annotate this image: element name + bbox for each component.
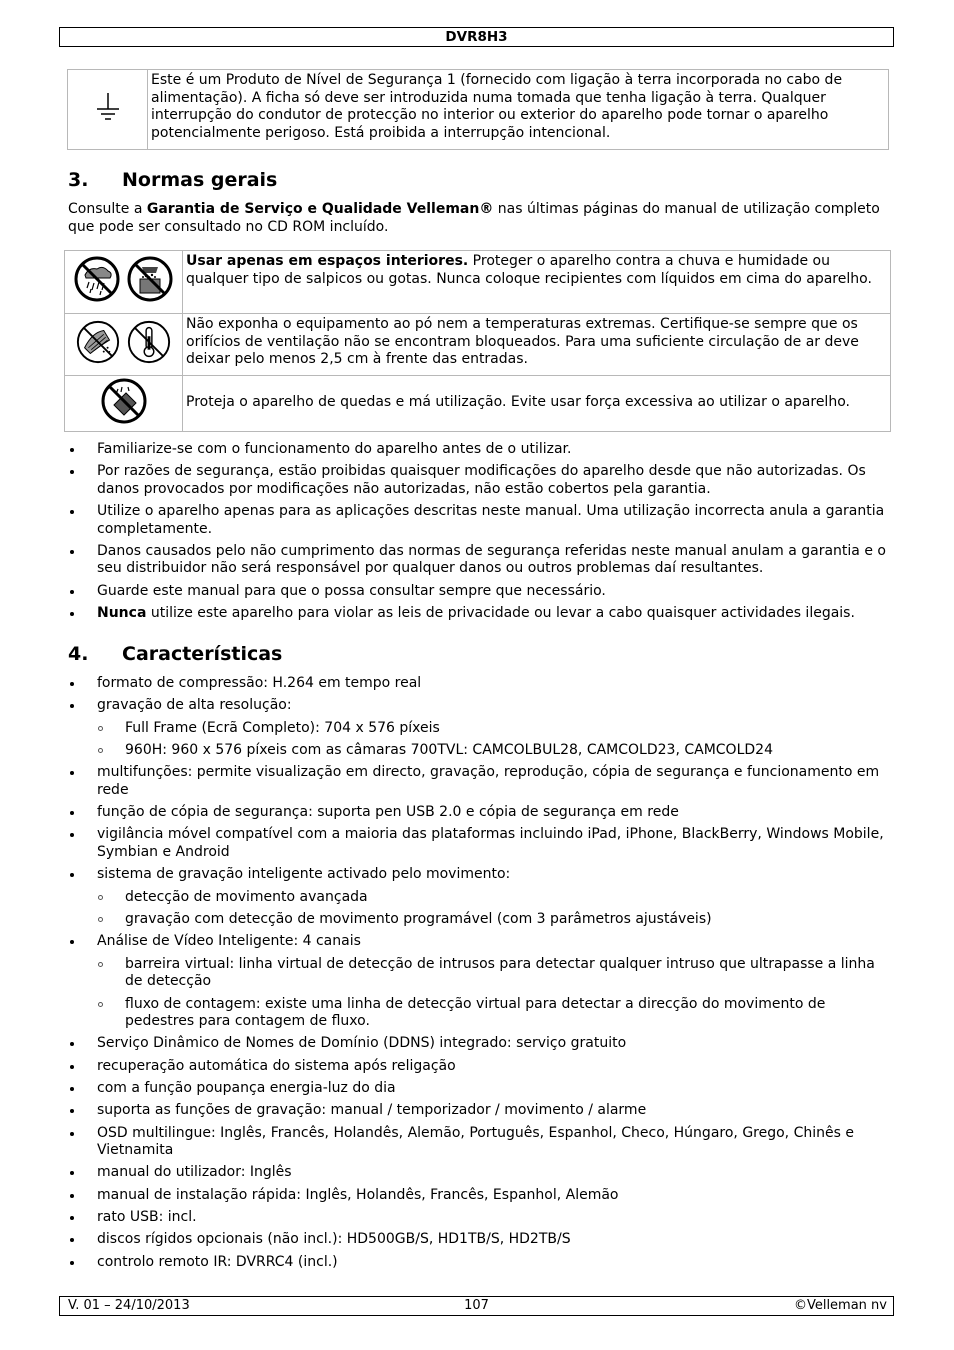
sub-list-item: detecção de movimento avançada <box>97 889 890 907</box>
ground-icon <box>88 87 128 127</box>
copyright: ©Velleman nv <box>793 1298 887 1313</box>
list-item: Por razões de segurança, estão proibidas quaisquer modificações do aparelho desde que não autorizadas. Os danos provocados por modificações não autorizadas, não estão cobertos pela garantia. <box>68 463 890 498</box>
sub-list <box>97 720 890 760</box>
rule-row <box>65 314 891 376</box>
list-item: Utilize o aparelho apenas para as aplicações descritas neste manual. Uma utilização incorrecta anula a garantia completamente. <box>68 503 890 538</box>
rule-row <box>65 376 891 432</box>
list-item: manual do utilizador: Inglês <box>68 1164 890 1182</box>
list-item: OSD multilingue: Inglês, Francês, Holandês, Alemão, Português, Espanhol, Checo, Húngaro, Grego, Chinês e Vietnamita <box>68 1125 890 1160</box>
rule-text: Proteger o aparelho contra a chuva e humidade ou qualquer tipo de salpicos ou gotas. Nunca coloque recipientes com líquidos em cima do aparelho. <box>186 253 872 287</box>
rain-prohibited-icon <box>73 255 121 303</box>
temperature-prohibited-icon <box>126 319 172 365</box>
sub-list-item: barreira virtual: linha virtual de detecção de intrusos para detectar qualquer intruso que ultrapasse a linha de detecção <box>97 956 890 991</box>
section-3-bullets <box>68 441 890 627</box>
list-item: Danos causados pelo não cumprimento das normas de segurança referidas neste manual anulam a garantia e o seu distribuidor não será responsável por qualquer danos ou outros problemas daí resultantes. <box>68 543 890 578</box>
rule-text: Proteja o aparelho de quedas e má utilização. Evite usar força excessiva ao utilizar o aparelho. <box>186 394 850 411</box>
list-item: Nunca utilize este aparelho para violar as leis de privacidade ou levar a cabo quaisquer actividades ilegais. <box>68 605 890 623</box>
ground-note-text: Este é um Produto de Nível de Segurança 1 (fornecido com ligação à terra incorporada no cabo de alimentação). A ficha só deve ser introduzida numa tomada que tenha ligação à terra. Qualquer interrupção do condutor de protecção no interior ou exterior do aparelho pode tornar o aparelho potencialmente perigoso. Está proibida a interrupção intencional. <box>148 70 889 150</box>
sub-list-item: gravação com detecção de movimento programável (com 3 parâmetros ajustáveis) <box>97 911 890 929</box>
list-item: sistema de gravação inteligente activado pelo movimento: detecção de movimento avançada gravação com detecção de movimento programável (com 3 parâmetros ajustáveis) <box>68 866 890 928</box>
section-4-heading: 4. Características <box>68 643 283 665</box>
section-3-intro: Consulte a Garantia de Serviço e Qualidade Velleman® nas últimas páginas do manual de utilização completo que pode ser consultado no CD ROM incluído. <box>68 201 880 235</box>
rule-text: Não exponha o equipamento ao pó nem a temperaturas extremas. Certifique-se sempre que os orifícios de ventilação não se encontram bloqueados. Para uma suficiente circulação de ar deve deixar pelo menos 2,5 cm à frente das entradas. <box>186 316 859 367</box>
list-item: Guarde este manual para que o possa consultar sempre que necessário. <box>68 583 890 601</box>
list-item: controlo remoto IR: DVRRC4 (incl.) <box>68 1254 890 1272</box>
dust-prohibited-icon <box>75 319 121 365</box>
list-item: discos rígidos opcionais (não incl.): HD500GB/S, HD1TB/S, HD2TB/S <box>68 1231 890 1249</box>
sub-list-item: Full Frame (Ecrã Completo): 704 x 576 píxeis <box>97 720 890 738</box>
list-item: Análise de Vídeo Inteligente: 4 canais barreira virtual: linha virtual de detecção de intrusos para detectar qualquer intruso que ultrapasse a linha de detecção fluxo de contagem: existe uma linha de detecção virtual para detectar a direcção do movimento de pedestres para contagem de fluxo. <box>68 933 890 1030</box>
ground-safety-table <box>67 69 889 150</box>
sub-list <box>97 889 890 929</box>
sub-list <box>97 956 890 1031</box>
rule-bold-text: Usar apenas em espaços interiores. <box>186 253 469 269</box>
list-item: recuperação automática do sistema após religação <box>68 1058 890 1076</box>
page-number: 107 <box>464 1298 489 1313</box>
rule-row <box>65 251 891 314</box>
list-item: Serviço Dinâmico de Nomes de Domínio (DDNS) integrado: serviço gratuito <box>68 1035 890 1053</box>
safety-rules-table <box>64 250 891 432</box>
list-item: Familiarize-se com o funcionamento do aparelho antes de o utilizar. <box>68 441 890 459</box>
drop-prohibited-icon <box>100 377 148 425</box>
list-item: com a função poupança energia-luz do dia <box>68 1080 890 1098</box>
list-item: rato USB: incl. <box>68 1209 890 1227</box>
sub-list-item: 960H: 960 x 576 píxeis com as câmaras 700TVL: CAMCOLBUL28, CAMCOLD23, CAMCOLD24 <box>97 742 890 760</box>
list-item: manual de instalação rápida: Inglês, Holandês, Francês, Espanhol, Alemão <box>68 1187 890 1205</box>
splash-prohibited-icon <box>126 255 174 303</box>
list-item: suporta as funções de gravação: manual / temporizador / movimento / alarme <box>68 1102 890 1120</box>
page-header <box>59 27 894 47</box>
document-title: DVR8H3 <box>445 29 508 45</box>
list-item: vigilância móvel compatível com a maioria das plataformas incluindo iPad, iPhone, BlackBerry, Windows Mobile, Symbian e Android <box>68 826 890 861</box>
section-3-heading: 3. Normas gerais <box>68 169 278 191</box>
list-item: função de cópia de segurança: suporta pen USB 2.0 e cópia de segurança em rede <box>68 804 890 822</box>
warranty-reference: Garantia de Serviço e Qualidade Velleman® <box>146 201 494 217</box>
version-date: V. 01 – 24/10/2013 <box>68 1298 190 1313</box>
list-item: multifunções: permite visualização em directo, gravação, reprodução, cópia de segurança e funcionamento em rede <box>68 764 890 799</box>
sub-list-item: fluxo de contagem: existe uma linha de detecção virtual para detectar a direcção do movimento de pedestres para contagem de fluxo. <box>97 996 890 1031</box>
page-footer <box>59 1296 894 1316</box>
features-list <box>68 675 890 1276</box>
list-item: gravação de alta resolução: Full Frame (Ecrã Completo): 704 x 576 píxeis 960H: 960 x 576 píxeis com as câmaras 700TVL: CAMCOLBUL28, CAMCOLD23, CAMCOLD24 <box>68 697 890 759</box>
list-item: formato de compressão: H.264 em tempo real <box>68 675 890 693</box>
